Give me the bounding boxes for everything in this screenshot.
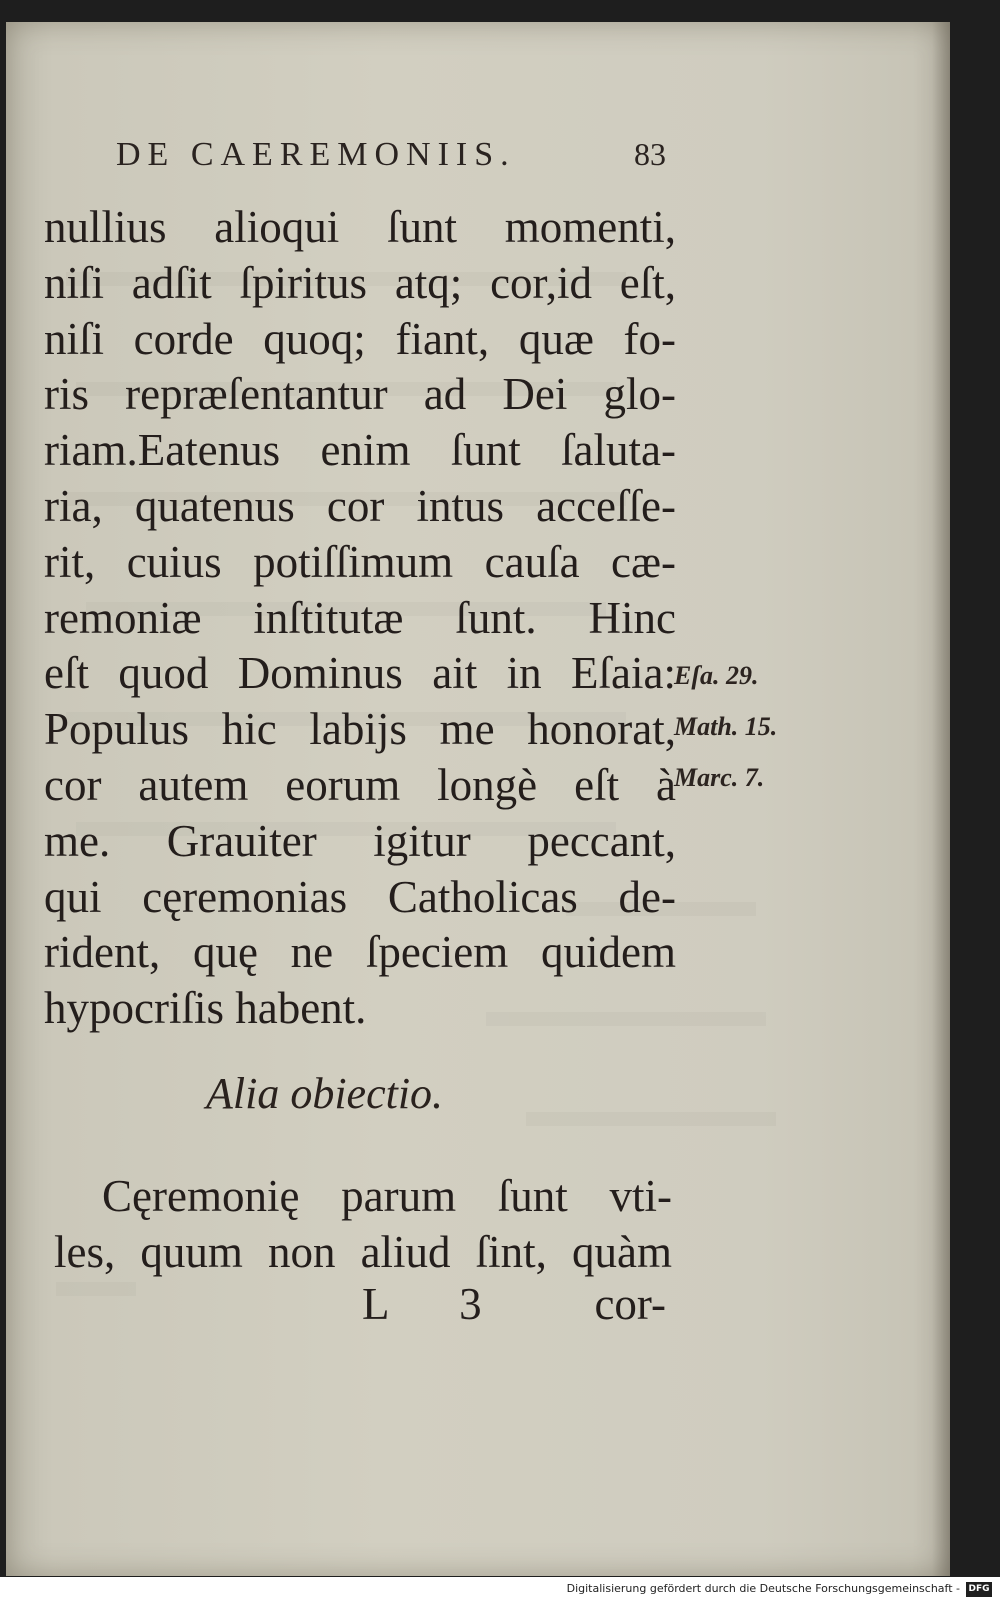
text-line: niſi corde quoq; fiant, quæ fo- — [44, 313, 676, 364]
paragraph-2 — [46, 1168, 672, 1280]
paragraph-1 — [36, 200, 676, 1037]
text-line: nullius alioqui ſunt momenti, — [44, 202, 676, 252]
credit-bar — [0, 1577, 1000, 1603]
marginal-note: Math. 15. — [674, 712, 778, 741]
text-line: cor autem eorum longè eſt à — [44, 759, 676, 810]
text-line: niſi adſit ſpiritus atq; cor,id eſt, — [44, 257, 676, 308]
page-number: 83 — [634, 136, 666, 172]
marginal-note: Marc. 7. — [674, 763, 765, 792]
marginal-note: Eſa. 29. — [674, 661, 759, 690]
text-line: Cęremonię parum ſunt vti- — [102, 1171, 672, 1221]
text-line: ria, quatenus cor intus acceſſe- — [44, 480, 676, 531]
text-line: les, quum non aliud ſint, quàm — [54, 1226, 672, 1277]
running-title: DE CAEREMONIIS. — [116, 136, 516, 173]
text-line: rident, quę ne ſpeciem quidem — [44, 927, 676, 978]
text-line: hypocriſis habent. — [44, 983, 367, 1034]
page-footer — [336, 1278, 666, 1328]
catchword: cor- — [594, 1279, 666, 1329]
text-line: eſt quod Dominus ait in Eſaia: — [44, 648, 676, 699]
text-line: remoniæ inſtitutæ ſunt. Hinc — [44, 592, 676, 643]
text-line: riam.Eatenus enim ſunt ſaluta- — [44, 425, 676, 476]
text-line: rit, cuius potiſſimum cauſa cæ- — [44, 536, 676, 587]
dfg-logo: DFG — [966, 1582, 992, 1597]
marginal-notes — [674, 650, 777, 803]
section-heading: Alia obiectio. — [206, 1069, 444, 1118]
book-page — [6, 22, 950, 1576]
text-line: Populus hic labijs me honorat, — [44, 704, 676, 755]
credit-text: Digitalisierung gefördert durch die Deutsche Forschungsgemeinschaft - — [566, 1582, 960, 1595]
text-line: ris repræſentantur ad Dei glo- — [44, 369, 676, 420]
page-header — [106, 136, 666, 180]
page-edge-shadow — [932, 22, 950, 1576]
text-line: me. Grauiter igitur peccant, — [44, 815, 676, 866]
signature-mark: L 3 — [362, 1279, 512, 1329]
text-line: qui cęremonias Catholicas de- — [44, 871, 676, 922]
